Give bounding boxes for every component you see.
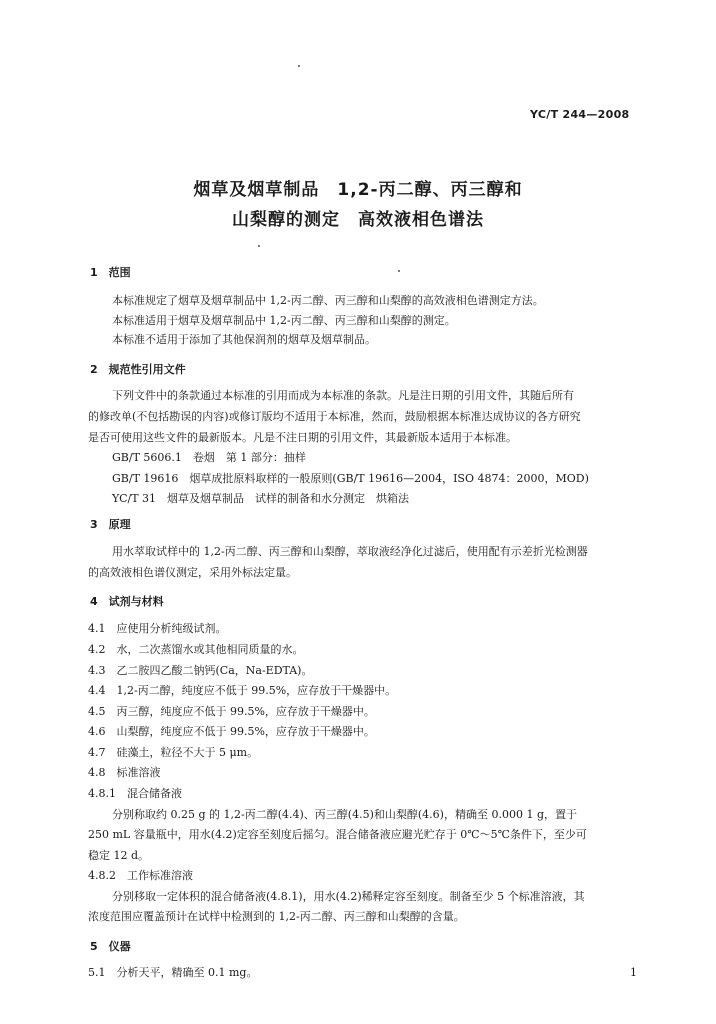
section-3-heading: 3 原理	[90, 518, 131, 531]
section-3-paragraph-line: 用水萃取试样中的 1,2-丙二醇、丙三醇和山梨醇，萃取液经净化过滤后，使用配有示差折光检测器	[112, 545, 588, 558]
section-1-paragraph: 本标准规定了烟草及烟草制品中 1,2-丙二醇、丙三醇和山梨醇的高效液相色谱测定方法。	[112, 294, 544, 307]
clause-4-8-1-text: 分别称取约 0.25 g 的 1,2-丙二醇(4.4)、丙三醇(4.5)和山梨醇(4.6)，精确至 0.000 1 g，置于	[112, 808, 577, 821]
scan-speck	[258, 245, 260, 247]
document-title-line-2: 山梨醇的测定 高效液相色谱法	[232, 210, 484, 230]
clause-4-2: 4.2 水，二次蒸馏水或其他相同质量的水。	[88, 643, 304, 656]
clause-5-1: 5.1 分析天平，精确至 0.1 mg。	[88, 966, 258, 979]
clause-4-6: 4.6 山梨醇，纯度应不低于 99.5%，应存放于干燥器中。	[88, 725, 375, 738]
section-1-paragraph: 本标准不适用于添加了其他保润剂的烟草及烟草制品。	[112, 333, 376, 346]
section-2-paragraph-line: 是否可使用这些文件的最新版本。凡是不注日期的引用文件，其最新版本适用于本标准。	[88, 431, 517, 444]
scan-speck	[398, 270, 400, 272]
clause-4-3: 4.3 乙二胺四乙酸二钠钙(Ca，Na-EDTA)。	[88, 664, 313, 677]
clause-4-8: 4.8 标准溶液	[88, 766, 161, 779]
clause-4-8-1: 4.8.1 混合储备液	[88, 787, 182, 800]
standard-number: YC/T 244—2008	[530, 108, 630, 121]
section-5-heading: 5 仪器	[90, 940, 131, 953]
clause-4-4: 4.4 1,2-丙二醇，纯度应不低于 99.5%，应存放于干燥器中。	[88, 684, 397, 697]
clause-4-8-2-text: 浓度范围应覆盖预计在试样中检测到的 1,2-丙二醇、丙三醇和山梨醇的含量。	[88, 910, 465, 923]
clause-4-5: 4.5 丙三醇，纯度应不低于 99.5%，应存放于干燥器中。	[88, 705, 375, 718]
section-4-heading: 4 试剂与材料	[90, 595, 164, 608]
clause-4-8-1-text: 250 mL 容量瓶中，用水(4.2)定容至刻度后摇匀。混合储备液应避光贮存于 0℃～5℃条件下，至少可	[88, 828, 587, 841]
section-3-paragraph-line: 的高效液相色谱仪测定，采用外标法定量。	[88, 566, 297, 579]
scan-speck	[298, 65, 300, 67]
reference-item: GB/T 5606.1 卷烟 第 1 部分：抽样	[112, 451, 306, 464]
section-2-paragraph-line: 的修改单(不包括勘误的内容)或修订版均不适用于本标准，然而，鼓励根据本标准达成协议的各方研究	[88, 410, 581, 423]
clause-4-7: 4.7 硅藻土，粒径不大于 5 μm。	[88, 746, 259, 759]
section-1-heading: 1 范围	[90, 266, 131, 279]
section-1-paragraph: 本标准适用于烟草及烟草制品中 1,2-丙二醇、丙三醇和山梨醇的测定。	[112, 314, 456, 327]
clause-4-8-2-text: 分别移取一定体积的混合储备液(4.8.1)，用水(4.2)稀释定容至刻度。制备至少 5 个标准溶液，其	[112, 890, 585, 903]
clause-4-8-2: 4.8.2 工作标准溶液	[88, 869, 193, 882]
reference-item: YC/T 31 烟草及烟草制品 试样的制备和水分测定 烘箱法	[112, 492, 410, 505]
clause-4-1: 4.1 应使用分析纯级试剂。	[88, 622, 227, 635]
section-2-paragraph-line: 下列文件中的条款通过本标准的引用而成为本标准的条款。凡是注日期的引用文件，其随后所有	[112, 389, 574, 402]
section-2-heading: 2 规范性引用文件	[90, 363, 186, 376]
reference-item: GB/T 19616 烟草成批原料取样的一般原则(GB/T 19616—2004，ISO 4874：2000，MOD)	[112, 472, 589, 485]
document-title-line-1: 烟草及烟草制品 1,2-丙二醇、丙三醇和	[193, 180, 523, 200]
clause-4-8-1-text: 稳定 12 d。	[88, 849, 150, 862]
page-number: 1	[630, 966, 637, 979]
